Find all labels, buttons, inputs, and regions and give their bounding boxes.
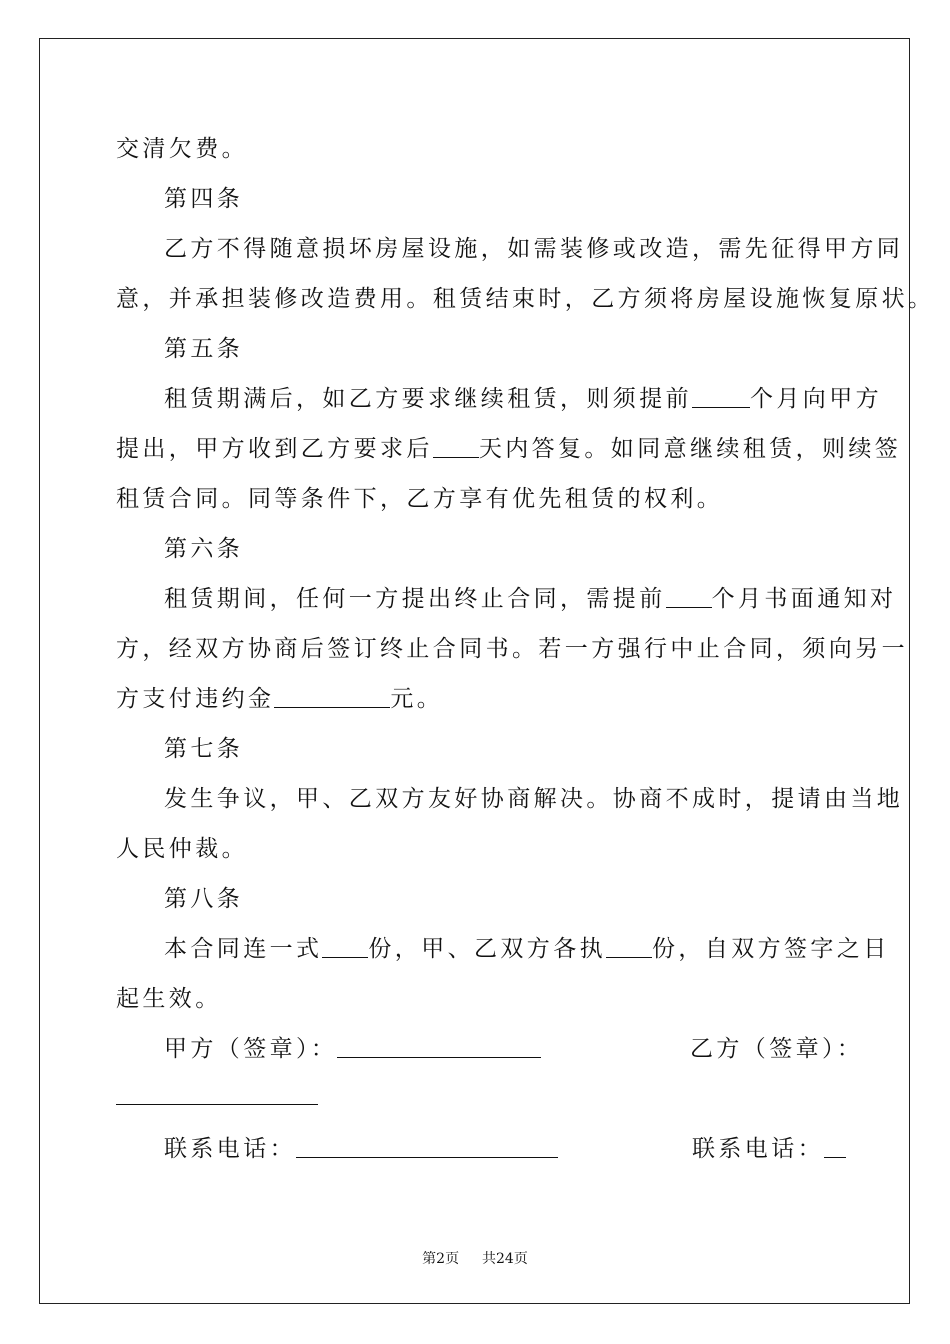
page-border (39, 38, 935, 1304)
party-a-phone: 联系电话： (164, 1134, 558, 1164)
blank-line (606, 935, 652, 958)
blank-line (692, 385, 750, 408)
blank-line (433, 435, 479, 458)
article-6-heading: 第六条 (164, 536, 244, 562)
text-line: 本合同连一式 份，甲、乙双方各执 份，自双方签字之日 (164, 936, 890, 962)
party-a-signature: 甲方（签章）： (164, 1034, 541, 1064)
total-pages: 共24页 (482, 1251, 528, 1267)
text-line: 方支付违约金 元。 (116, 686, 444, 712)
text-line: 方，经双方协商后签订终止合同书。若一方强行中止合同，须向另一 (116, 636, 908, 662)
blank-line (274, 685, 390, 708)
page-footer (0, 1248, 950, 1268)
text-line: 交清欠费。 (116, 136, 248, 162)
text-line: 租赁合同。同等条件下，乙方享有优先租赁的权利。 (116, 486, 724, 512)
article-8-heading: 第八条 (164, 886, 244, 912)
signature-blank (116, 1104, 318, 1105)
article-4-heading: 第四条 (164, 186, 244, 212)
phone-blank (296, 1135, 558, 1158)
text-line: 起生效。 (116, 986, 222, 1012)
phone-blank (824, 1135, 846, 1158)
text-line: 人民仲裁。 (116, 836, 248, 862)
text-line: 意，并承担装修改造费用。租赁结束时，乙方须将房屋设施恢复原状。 (116, 286, 935, 312)
text-line: 租赁期满后，如乙方要求继续租赁，则须提前 个月向甲方 (164, 386, 882, 412)
article-5-heading: 第五条 (164, 336, 244, 362)
page-number: 第2页 (422, 1251, 460, 1267)
blank-line (322, 935, 368, 958)
blank-line (666, 585, 712, 608)
text-line: 租赁期间，任何一方提出终止合同，需提前 个月书面通知对 (164, 586, 897, 612)
party-b-signature: 乙方（签章）： (690, 1036, 864, 1062)
party-b-phone: 联系电话： (692, 1134, 846, 1164)
signature-blank (337, 1035, 541, 1058)
text-line: 乙方不得随意损坏房屋设施，如需装修或改造，需先征得甲方同 (164, 236, 904, 262)
article-7-heading: 第七条 (164, 736, 244, 762)
text-line: 发生争议，甲、乙双方友好协商解决。协商不成时，提请由当地 (164, 786, 904, 812)
text-line: 提出，甲方收到乙方要求后 天内答复。如同意继续租赁，则续签 (116, 436, 902, 462)
